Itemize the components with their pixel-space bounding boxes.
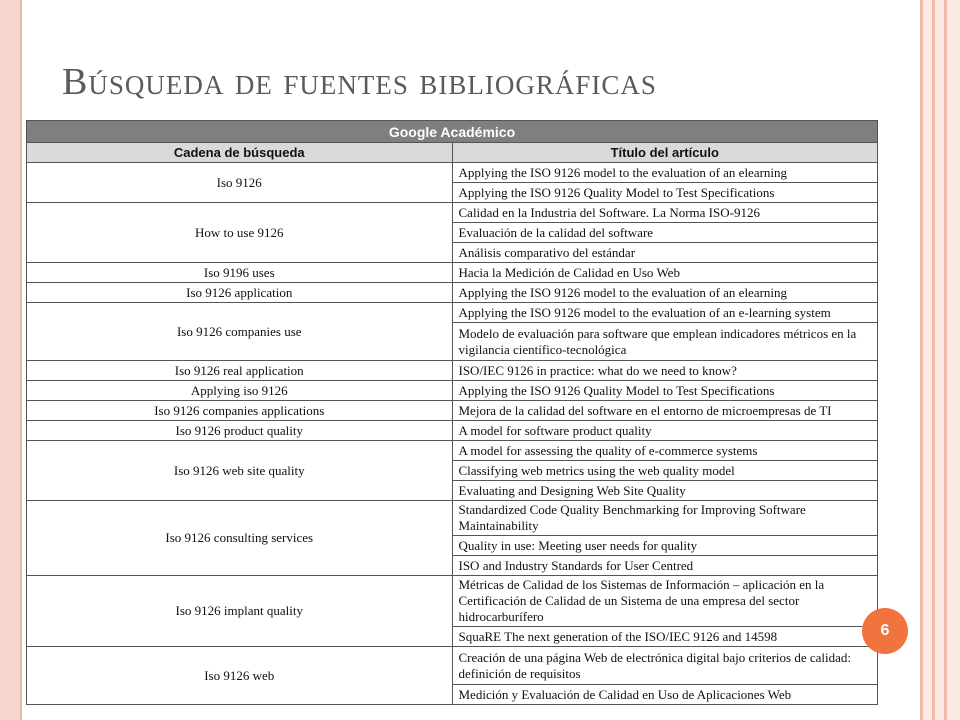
article-title-cell: Standardized Code Quality Benchmarking for Improving Software Maintainability <box>452 501 878 536</box>
table-row <box>27 263 878 283</box>
article-title-cell: Quality in use: Meeting user needs for quality <box>452 536 878 556</box>
slide-number-badge: 6 <box>862 608 908 654</box>
article-title-cell: Modelo de evaluación para software que emplean indicadores métricos en la vigilancia científico-tecnológica <box>452 323 878 361</box>
column-header-query: Cadena de búsqueda <box>27 143 453 163</box>
article-title-cell: Análisis comparativo del estándar <box>452 243 878 263</box>
column-header-title: Título del artículo <box>452 143 878 163</box>
article-title-cell: Calidad en la Industria del Software. La Norma ISO-9126 <box>452 203 878 223</box>
search-query-cell: Iso 9126 web <box>27 647 453 705</box>
table-row <box>27 303 878 323</box>
article-title-cell: Evaluating and Designing Web Site Quality <box>452 481 878 501</box>
article-title-cell: Métricas de Calidad de los Sistemas de Información – aplicación en la Certificación de Calidad de un Sistema de una empresa del sector hidrocarburífero <box>452 576 878 627</box>
table-row <box>27 421 878 441</box>
left-decor-bar <box>0 0 22 720</box>
table-header-row <box>27 143 878 163</box>
table-caption-row <box>27 121 878 143</box>
search-query-cell: Iso 9126 real application <box>27 361 453 381</box>
search-query-cell: Iso 9126 product quality <box>27 421 453 441</box>
article-title-cell: Mejora de la calidad del software en el entorno de microempresas de TI <box>452 401 878 421</box>
article-title-cell: SquaRE The next generation of the ISO/IEC 9126 and 14598 <box>452 627 878 647</box>
search-query-cell: Iso 9126 web site quality <box>27 441 453 501</box>
search-query-cell: Iso 9126 companies use <box>27 303 453 361</box>
article-title-cell: Creación de una página Web de electrónica digital bajo criterios de calidad: definición de requisitos <box>452 647 878 685</box>
article-title-cell: Applying the ISO 9126 model to the evaluation of an elearning <box>452 283 878 303</box>
search-query-cell: Iso 9126 implant quality <box>27 576 453 647</box>
article-title-cell: Applying the ISO 9126 Quality Model to Test Specifications <box>452 381 878 401</box>
table-row <box>27 361 878 381</box>
article-title-cell: A model for software product quality <box>452 421 878 441</box>
search-query-cell: How to use 9126 <box>27 203 453 263</box>
article-title-cell: ISO/IEC 9126 in practice: what do we need to know? <box>452 361 878 381</box>
table-row <box>27 441 878 461</box>
table-row <box>27 576 878 627</box>
article-title-cell: Applying the ISO 9126 Quality Model to Test Specifications <box>452 183 878 203</box>
table-caption: Google Académico <box>27 121 878 143</box>
search-query-cell: Iso 9126 <box>27 163 453 203</box>
right-decor-stripes <box>918 0 960 720</box>
table-row <box>27 501 878 536</box>
table-body <box>27 121 878 705</box>
table-row <box>27 163 878 183</box>
table-row <box>27 647 878 685</box>
results-table-container <box>26 120 878 702</box>
table-row <box>27 283 878 303</box>
search-query-cell: Iso 9126 consulting services <box>27 501 453 576</box>
table-row <box>27 401 878 421</box>
search-query-cell: Iso 9196 uses <box>27 263 453 283</box>
article-title-cell: Classifying web metrics using the web quality model <box>452 461 878 481</box>
article-title-cell: Medición y Evaluación de Calidad en Uso de Aplicaciones Web <box>452 685 878 705</box>
article-title-cell: Applying the ISO 9126 model to the evaluation of an e-learning system <box>452 303 878 323</box>
article-title-cell: ISO and Industry Standards for User Centred <box>452 556 878 576</box>
table-row <box>27 203 878 223</box>
article-title-cell: Applying the ISO 9126 model to the evaluation of an elearning <box>452 163 878 183</box>
article-title-cell: Evaluación de la calidad del software <box>452 223 878 243</box>
slide-title: Búsqueda de fuentes bibliográficas <box>62 61 657 103</box>
table-row <box>27 381 878 401</box>
article-title-cell: Hacia la Medición de Calidad en Uso Web <box>452 263 878 283</box>
article-title-cell: A model for assessing the quality of e-commerce systems <box>452 441 878 461</box>
bibliography-table <box>26 120 878 705</box>
search-query-cell: Iso 9126 companies applications <box>27 401 453 421</box>
search-query-cell: Applying iso 9126 <box>27 381 453 401</box>
search-query-cell: Iso 9126 application <box>27 283 453 303</box>
